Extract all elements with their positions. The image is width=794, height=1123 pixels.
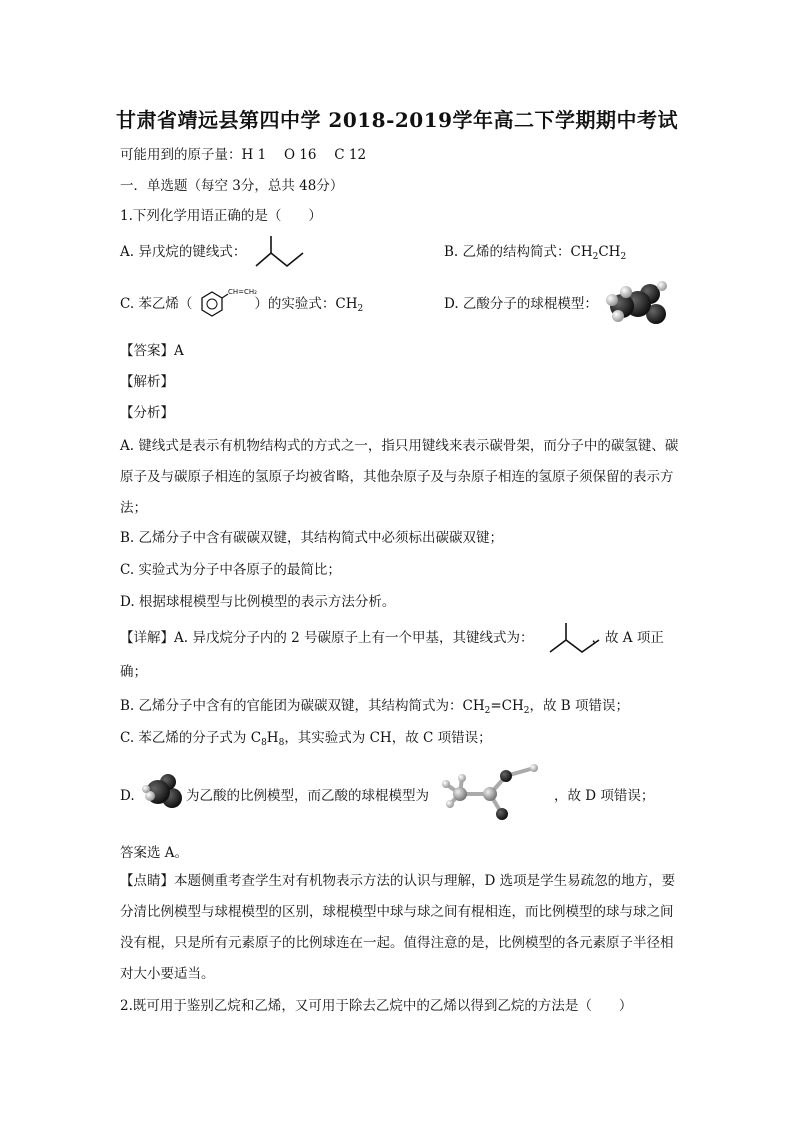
- acetic-acid-space-filling-model-icon: [138, 772, 188, 812]
- option-c-text: C. 苯乙烯（: [120, 296, 193, 312]
- option-a: [120, 242, 246, 262]
- question-1-stem: 1.下列化学用语正确的是（ ）: [120, 208, 322, 224]
- breakdown-heading: 【分析】: [120, 405, 174, 421]
- isopentane-skeletal-formula-icon: [546, 620, 604, 656]
- atomic-masses: 可能用到的原子量：H 1 O 16 C 12: [120, 147, 367, 163]
- detail-c-text: C. 苯乙烯的分子式为 C: [120, 730, 262, 746]
- analysis-heading: 【解析】: [120, 374, 174, 390]
- detail-a-text: 【详解】A. 异戊烷分子内的 2 号碳原子上有一个甲基，其键线式为：: [120, 630, 534, 646]
- analysis-d: D. 根据球棍模型与比例模型的表示方法分析。: [120, 594, 396, 610]
- detail-b-text-3: ，故 B 项错误；: [529, 698, 630, 714]
- acetic-acid-space-filling-model-icon: [604, 278, 670, 328]
- option-b-text: B. 乙烯的结构简式：CH: [444, 244, 593, 260]
- isopentane-skeletal-formula-icon: [252, 233, 308, 269]
- detail-d-text: 为乙酸的比例模型，而乙酸的球棍模型为: [186, 788, 429, 804]
- subscript: 2: [620, 252, 627, 262]
- option-c-text-2: ）的实验式：CH: [254, 296, 358, 312]
- subscript: 2: [592, 252, 599, 262]
- detail-c-text-3: ，其实验式为 CH，故 C 项错误；: [284, 730, 492, 746]
- answer-label: 【答案】A: [120, 343, 184, 359]
- subscript: 2: [484, 706, 491, 716]
- subscript: 2: [523, 706, 530, 716]
- detail-a-continued: 确；: [120, 664, 147, 680]
- option-d-text: D. 乙酸分子的球棍模型：: [444, 296, 598, 312]
- detail-c-text-2: H: [266, 730, 279, 746]
- subscript: 2: [357, 304, 364, 314]
- acetic-acid-ball-and-stick-model-icon: [438, 756, 550, 826]
- detail-a-text-2: ，故 A 项正: [591, 630, 664, 646]
- conclusion: 答案选 A。: [120, 845, 189, 861]
- styrene-label: CH=CH₂: [228, 288, 257, 296]
- section-heading: 一．单选题（每空 3分，总共 48分）: [120, 178, 344, 194]
- detail-b-text-2: =CH: [490, 698, 524, 714]
- subscript: 8: [278, 738, 285, 748]
- subscript: 8: [261, 738, 267, 748]
- option-d: [444, 294, 598, 314]
- question-2-stem: 2.既可用于鉴别乙烷和乙烯，又可用于除去乙烷中的乙烯以得到乙烷的方法是（ ）: [120, 998, 633, 1014]
- analysis-b: B. 乙烯分子中含有碳碳双键，其结构简式中必须标出碳碳双键；: [120, 530, 504, 546]
- option-b-text-2: CH: [598, 244, 621, 260]
- detail-d-label: D.: [120, 788, 135, 804]
- analysis-c: C. 实验式为分子中各原子的最简比；: [120, 562, 341, 578]
- key-point: 【点睛】本题侧重考查学生对有机物表示方法的认识与理解，D 选项是学生易疏忽的地方，要分清比例模型与球棍模型的区别，球棍模型中球与球之间有棍相连，而比例模型的球与球之间没有棍，只是所有元素原子的比例球连在一起。值得注意的是，比例模型的各元素原子半径相对大小要适当。: [120, 873, 676, 982]
- option-a-text: A. 异戊烷的键线式：: [120, 244, 247, 260]
- styrene-structure-icon: [196, 286, 260, 318]
- page-title: 甘肃省靖远县第四中学 2018-2019学年高二下学期期中考试: [115, 108, 679, 132]
- option-b: [444, 242, 626, 267]
- detail-b-text: B. 乙烯分子中含有的官能团为碳碳双键，其结构简式为：CH: [120, 698, 485, 714]
- analysis-a: A. 键线式是表示有机物结构式的方式之一，指只用键线来表示碳骨架，而分子中的碳氢键、碳原子及与碳原子相连的氢原子均被省略，其他杂原子及与杂原子相连的氢原子须保留的表示方法；: [120, 438, 679, 516]
- detail-c: [120, 728, 680, 753]
- detail-b: [120, 696, 680, 721]
- detail-d-text-2: ，故 D 项错误；: [554, 788, 655, 804]
